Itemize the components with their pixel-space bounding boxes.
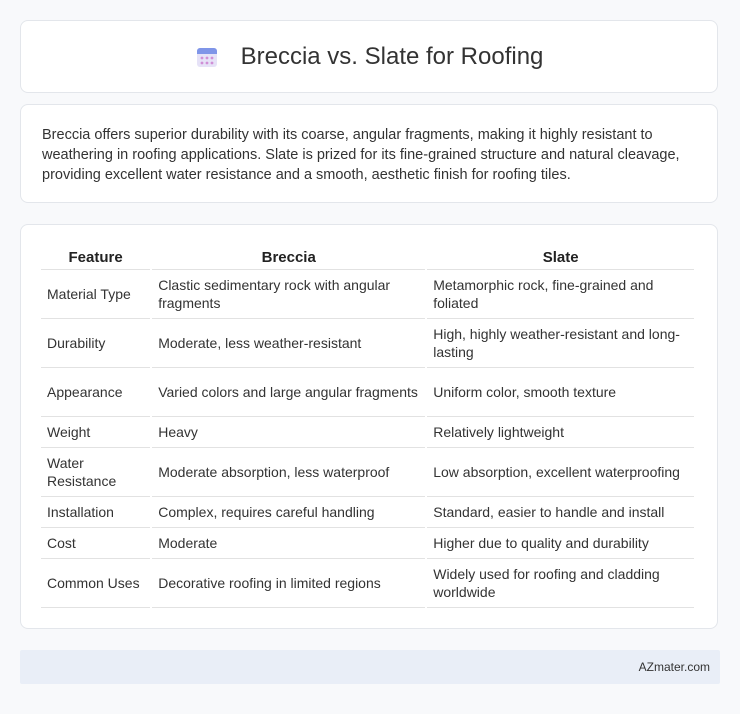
- table-row: [41, 319, 694, 368]
- slate-cell: Metamorphic rock, fine-grained and foliated: [427, 270, 694, 319]
- comparison-table: [39, 245, 696, 608]
- breccia-cell: Clastic sedimentary rock with angular fragments: [152, 270, 425, 319]
- footer: [20, 650, 720, 684]
- table-row: [41, 528, 694, 559]
- table-row: [41, 497, 694, 528]
- header-breccia: Breccia: [152, 245, 425, 270]
- breccia-cell: Decorative roofing in limited regions: [152, 559, 425, 608]
- table-row: [41, 417, 694, 448]
- slate-cell: Low absorption, excellent waterproofing: [427, 448, 694, 497]
- slate-cell: Uniform color, smooth texture: [427, 368, 694, 417]
- feature-cell: Common Uses: [41, 559, 150, 608]
- breccia-cell: Moderate: [152, 528, 425, 559]
- breccia-cell: Moderate absorption, less waterproof: [152, 448, 425, 497]
- table-row: [41, 270, 694, 319]
- breccia-cell: Varied colors and large angular fragments: [152, 368, 425, 417]
- feature-cell: Durability: [41, 319, 150, 368]
- slate-cell: Widely used for roofing and cladding worldwide: [427, 559, 694, 608]
- slate-cell: Standard, easier to handle and install: [427, 497, 694, 528]
- page-title: Breccia vs. Slate for Roofing: [240, 42, 544, 70]
- table-row: [41, 559, 694, 608]
- breccia-cell: Moderate, less weather-resistant: [152, 319, 425, 368]
- breccia-cell: Heavy: [152, 417, 425, 448]
- slate-cell: High, highly weather-resistant and long-lasting: [427, 319, 694, 368]
- intro-card: [20, 104, 718, 203]
- feature-cell: Installation: [41, 497, 150, 528]
- feature-cell: Water Resistance: [41, 448, 150, 497]
- table-card: [20, 224, 718, 629]
- slate-cell: Higher due to quality and durability: [427, 528, 694, 559]
- table-header-row: [41, 245, 694, 270]
- table-row: [41, 448, 694, 497]
- header-slate: Slate: [427, 245, 694, 270]
- footer-source: AZmater.com: [638, 660, 710, 674]
- header-feature: Feature: [41, 245, 150, 270]
- slate-cell: Relatively lightweight: [427, 417, 694, 448]
- feature-cell: Weight: [41, 417, 150, 448]
- feature-cell: Cost: [41, 528, 150, 559]
- intro-text: Breccia offers superior durability with its coarse, angular fragments, making it highly resistant to weathering in roofing applications. Slate is prized for its fine-grained structure and natural cleavage, providing excellent water resistance and a smooth, aesthetic finish for roofing tiles.: [42, 127, 680, 183]
- title-card: [20, 20, 718, 93]
- calendar-icon: [195, 45, 219, 69]
- feature-cell: Material Type: [41, 270, 150, 319]
- feature-cell: Appearance: [41, 368, 150, 417]
- breccia-cell: Complex, requires careful handling: [152, 497, 425, 528]
- table-row: [41, 368, 694, 417]
